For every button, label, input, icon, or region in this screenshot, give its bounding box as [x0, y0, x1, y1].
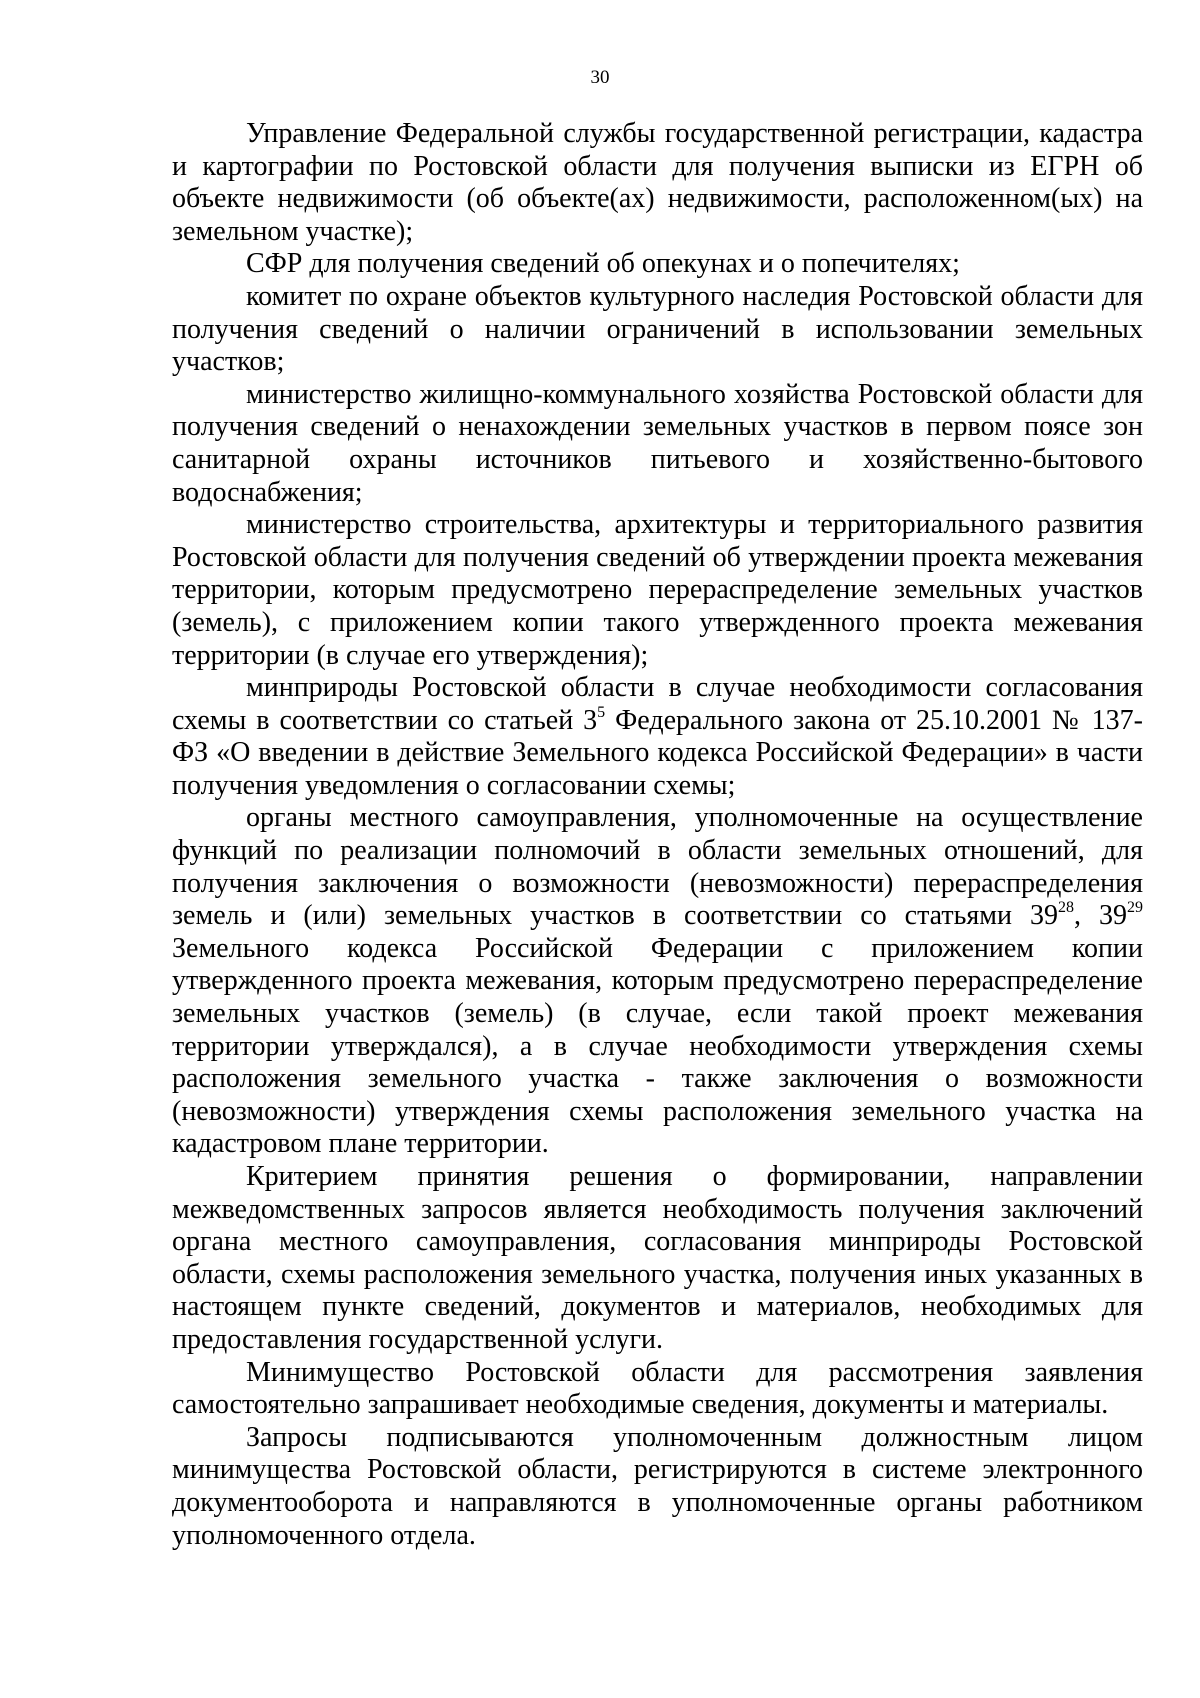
article-superscript: 29 — [1127, 899, 1143, 917]
paragraph-heritage-committee: комитет по охране объектов культурного наследия Ростовской области для получения сведений о наличии ограничений в использовании земельных участков; — [172, 280, 1143, 378]
paragraph-sfr: СФР для получения сведений об опекунах и о попечителях; — [246, 248, 960, 280]
paragraph-construction-ministry: министерство строительства, архитектуры и территориального развития Ростовской области для получения сведений об утверждении проекта межевания территории, которым предусмотрено перераспределение земельных участков (земель), с приложением копии такого утвержденного проекта межевания территории (в случае его утверждения); — [172, 509, 1143, 671]
paragraph-local-government — [172, 802, 1143, 1161]
text-segment: , 39 — [1073, 900, 1127, 932]
document-body — [172, 118, 1143, 1552]
paragraph-min-property: Минимущество Ростовской области для рассмотрения заявления самостоятельно запрашивает необходимые сведения, документы и материалы. — [172, 1356, 1143, 1421]
article-superscript: 28 — [1057, 899, 1074, 917]
text-segment: минприроды Ростовской области в случае необходимости согласования схемы в соответствии со статьей 3 — [172, 672, 1143, 736]
paragraph-natural-resources-ministry — [172, 672, 1143, 802]
article-superscript: 5 — [597, 703, 606, 721]
paragraph-requests: Запросы подписываются уполномоченным должностным лицом минимущества Ростовской области, регистрируются в системе электронного документооборота и направляются в уполномоченные органы работником уполномоченного отдела. — [172, 1421, 1143, 1551]
page-number: 30 — [590, 67, 610, 88]
text-segment: органы местного самоуправления, уполномоченные на осуществление функций по реализации полномочий в области земельных отношений, для получения заключения о возможности (невозможности) перераспределения земель и (или) земельных участков в соответствии со статьями 39 — [172, 802, 1143, 932]
paragraph-criterion: Критерием принятия решения о формировании, направлении межведомственных запросов является необходимость получения заключений органа местного самоуправления, согласования минприроды Ростовской области, схемы расположения земельного участка, получения иных указанных в настоящем пункте сведений, документов и материалов, необходимых для предоставления государственной услуги. — [172, 1161, 1143, 1355]
text-segment: Федерального закона от 25.10.2001 № 137-ФЗ «О введении в действие Земельного кодекса Российской Федерации» в части получения уведомления о согласовании схемы; — [172, 704, 1144, 801]
paragraph-rosreestr: Управление Федеральной службы государственной регистрации, кадастра и картографии по Ростовской области для получения выписки из ЕГРН об объекте недвижимости (об объекте(ах) недвижимости, расположенном(ых) на земельном участке); — [172, 118, 1143, 247]
paragraph-housing-ministry: министерство жилищно-коммунального хозяйства Ростовской области для получения сведений о ненахождении земельных участков в первом поясе зон санитарной охраны источников питьевого и хозяйственно-бытового водоснабжения; — [172, 378, 1143, 508]
text-segment: Земельного кодекса Российской Федерации с приложением копии утвержденного проекта межевания, которым предусмотрено перераспределение земельных участков (земель) (в случае, если такой проект межевания территории утверждался), а в случае необходимости утверждения схемы расположения земельного участка - также заключения о возможности (невозможности) утверждения схемы расположения земельного участка на кадастровом плане территории. — [172, 932, 1143, 1160]
